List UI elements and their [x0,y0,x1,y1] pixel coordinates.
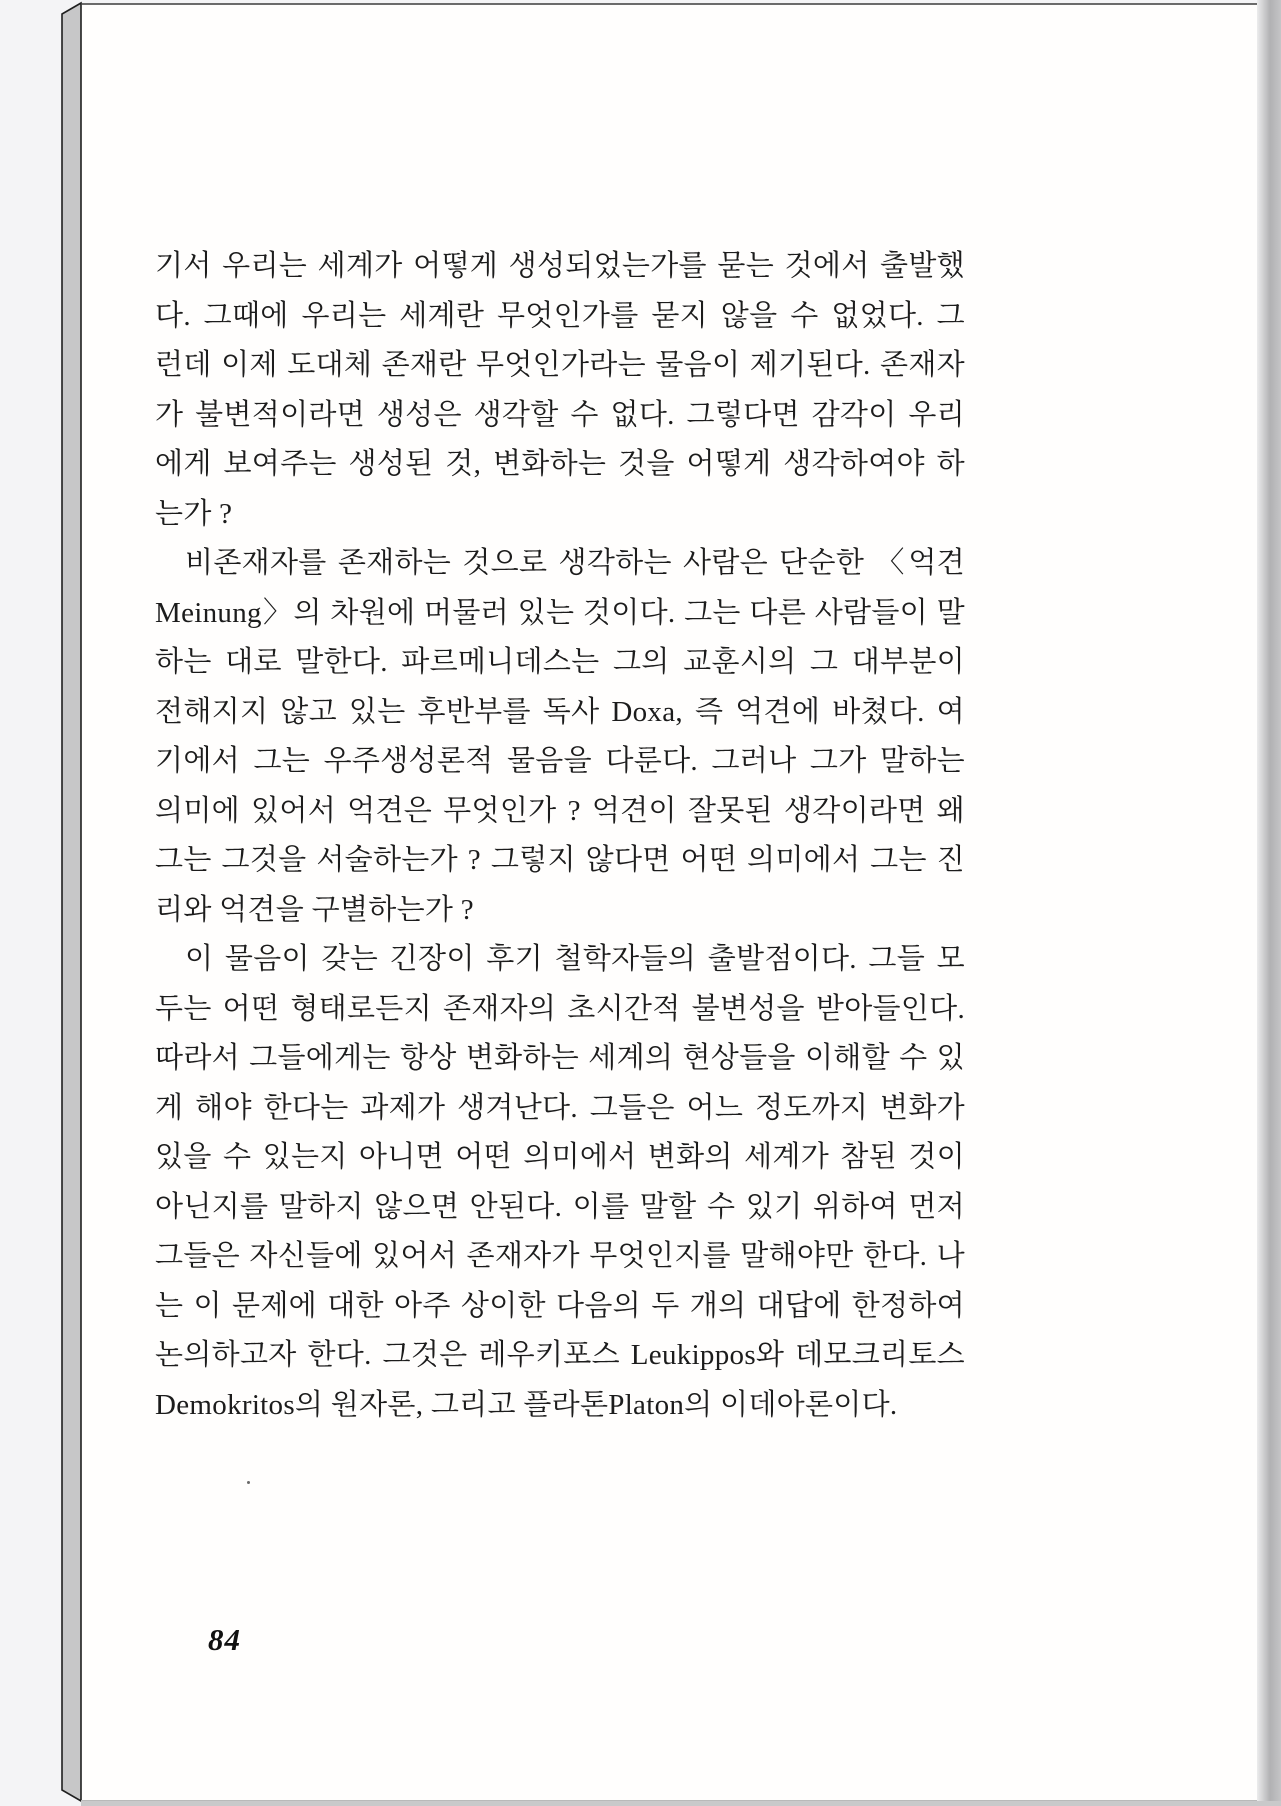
text-line: 논의하고자 한다. 그것은 레우키포스 Leukippos와 데모크리토스 [155,1339,965,1371]
text-line: 의미에 있어서 억견은 무엇인가 ? 억견이 잘못된 생각이라면 왜 [155,794,965,827]
book-spine-edge [62,3,81,1801]
text-line: 리와 억견을 구별하는가 ? [155,893,474,926]
body-text [155,242,965,1430]
text-line: 따라서 그들에게는 항상 변화하는 세계의 현상들을 이해할 수 있 [155,1042,965,1074]
text-line: 비존재자를 존재하는 것으로 생각하는 사람은 단순한 〈억견 [185,547,965,579]
text-line: 전해지지 않고 있는 후반부를 독사 Doxa, 즉 억견에 바쳤다. 여 [155,695,965,728]
text-line: 는 이 문제에 대한 아주 상이한 다음의 두 개의 대답에 한정하여 [155,1289,965,1322]
text-line: 이 물음이 갖는 긴장이 후기 철학자들의 출발점이다. 그들 모 [185,943,965,975]
text-line: 가 불변적이라면 생성은 생각할 수 없다. 그렇다면 감각이 우리 [155,398,965,431]
text-line: 있을 수 있는지 아니면 어떤 의미에서 변화의 세계가 참된 것이 [155,1141,965,1173]
text-line: 에게 보여주는 생성된 것, 변화하는 것을 어떻게 생각하여야 하 [155,448,965,480]
text-line: 기서 우리는 세계가 어떻게 생성되었는가를 묻는 것에서 출발했 [155,250,965,282]
page-number: 84 [208,1622,241,1657]
text-line: 기에서 그는 우주생성론적 물음을 다룬다. 그러나 그가 말하는 [155,745,965,777]
text-line: 게 해야 한다는 과제가 생겨난다. 그들은 어느 정도까지 변화가 [155,1091,965,1124]
scan-speck [247,1481,250,1484]
text-line: 런데 이제 도대체 존재란 무엇인가라는 물음이 제기된다. 존재자 [155,349,965,381]
text-line: Meinung〉의 차원에 머물러 있는 것이다. 그는 다른 사람들이 말 [155,596,965,629]
text-line: 아닌지를 말하지 않으면 안된다. 이를 말할 수 있기 위하여 먼저 [155,1190,965,1223]
photo-edge-bottom [81,1801,1281,1806]
text-line: 는가 ? [155,497,233,530]
text-line: Demokritos의 원자론, 그리고 플라톤Platon의 이데아론이다. [155,1388,898,1421]
text-line: 다. 그때에 우리는 세계란 무엇인가를 묻지 않을 수 없었다. 그 [155,299,965,332]
photo-edge-right [1257,0,1281,1806]
text-line: 하는 대로 말한다. 파르메니데스는 그의 교훈시의 그 대부분이 [155,646,965,678]
text-line: 그들은 자신들에 있어서 존재자가 무엇인지를 말해야만 한다. 나 [155,1240,965,1272]
text-line: 두는 어떤 형태로든지 존재자의 초시간적 불변성을 받아들인다. [155,992,965,1025]
text-line: 그는 그것을 서술하는가 ? 그렇지 않다면 어떤 의미에서 그는 진 [155,844,965,876]
